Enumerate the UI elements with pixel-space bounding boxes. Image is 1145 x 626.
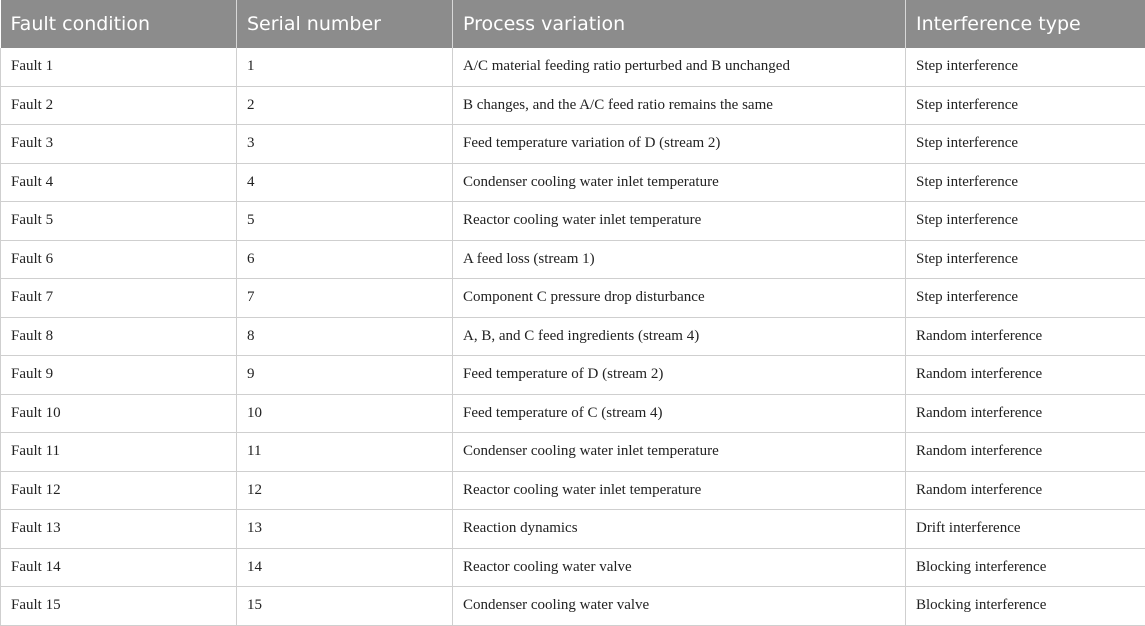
table-header (1, 0, 1145, 48)
interference-type-cell: Step interference (906, 240, 1145, 279)
process-variation-cell: Reactor cooling water inlet temperature (453, 202, 906, 241)
fault-condition-cell: Fault 12 (1, 471, 237, 510)
fault-condition-cell: Fault 13 (1, 510, 237, 549)
header-fault-condition: Fault condition (1, 0, 237, 48)
fault-condition-cell: Fault 4 (1, 163, 237, 202)
table-body (1, 48, 1145, 625)
process-variation-cell: Component C pressure drop disturbance (453, 279, 906, 318)
table-row (1, 163, 1145, 202)
serial-number-cell: 5 (237, 202, 453, 241)
interference-type-cell: Step interference (906, 125, 1145, 164)
fault-condition-cell: Fault 10 (1, 394, 237, 433)
serial-number-cell: 1 (237, 48, 453, 86)
interference-type-cell: Random interference (906, 394, 1145, 433)
serial-number-cell: 3 (237, 125, 453, 164)
interference-type-cell: Blocking interference (906, 548, 1145, 587)
serial-number-cell: 12 (237, 471, 453, 510)
process-variation-cell: Reactor cooling water valve (453, 548, 906, 587)
serial-number-cell: 4 (237, 163, 453, 202)
interference-type-cell: Step interference (906, 163, 1145, 202)
serial-number-cell: 9 (237, 356, 453, 395)
fault-condition-cell: Fault 3 (1, 125, 237, 164)
process-variation-cell: Reaction dynamics (453, 510, 906, 549)
interference-type-cell: Blocking interference (906, 587, 1145, 626)
fault-condition-cell: Fault 8 (1, 317, 237, 356)
table-row (1, 433, 1145, 472)
interference-type-cell: Random interference (906, 317, 1145, 356)
fault-condition-cell: Fault 15 (1, 587, 237, 626)
table-row (1, 240, 1145, 279)
table-row (1, 125, 1145, 164)
table-row (1, 356, 1145, 395)
interference-type-cell: Random interference (906, 356, 1145, 395)
serial-number-cell: 11 (237, 433, 453, 472)
fault-condition-cell: Fault 1 (1, 48, 237, 86)
fault-condition-cell: Fault 5 (1, 202, 237, 241)
fault-condition-cell: Fault 7 (1, 279, 237, 318)
process-variation-cell: A/C material feeding ratio perturbed and B unchanged (453, 48, 906, 86)
table-row (1, 471, 1145, 510)
process-variation-cell: Condenser cooling water valve (453, 587, 906, 626)
serial-number-cell: 15 (237, 587, 453, 626)
table-row (1, 317, 1145, 356)
fault-condition-cell: Fault 6 (1, 240, 237, 279)
process-variation-cell: Reactor cooling water inlet temperature (453, 471, 906, 510)
header-serial-number: Serial number (237, 0, 453, 48)
table-row (1, 86, 1145, 125)
table-row (1, 510, 1145, 549)
serial-number-cell: 8 (237, 317, 453, 356)
table-row (1, 548, 1145, 587)
serial-number-cell: 10 (237, 394, 453, 433)
interference-type-cell: Step interference (906, 86, 1145, 125)
process-variation-cell: Feed temperature of D (stream 2) (453, 356, 906, 395)
fault-condition-cell: Fault 9 (1, 356, 237, 395)
table-row (1, 202, 1145, 241)
serial-number-cell: 14 (237, 548, 453, 587)
serial-number-cell: 6 (237, 240, 453, 279)
table-row (1, 48, 1145, 86)
process-variation-cell: Feed temperature variation of D (stream 2) (453, 125, 906, 164)
header-process-variation: Process variation (453, 0, 906, 48)
table-row (1, 394, 1145, 433)
serial-number-cell: 2 (237, 86, 453, 125)
serial-number-cell: 13 (237, 510, 453, 549)
process-variation-cell: Feed temperature of C (stream 4) (453, 394, 906, 433)
interference-type-cell: Step interference (906, 48, 1145, 86)
process-variation-cell: B changes, and the A/C feed ratio remains the same (453, 86, 906, 125)
table-row (1, 279, 1145, 318)
header-row (1, 0, 1145, 48)
table-row (1, 587, 1145, 626)
fault-condition-cell: Fault 2 (1, 86, 237, 125)
interference-type-cell: Drift interference (906, 510, 1145, 549)
serial-number-cell: 7 (237, 279, 453, 318)
interference-type-cell: Step interference (906, 279, 1145, 318)
process-variation-cell: A feed loss (stream 1) (453, 240, 906, 279)
process-variation-cell: Condenser cooling water inlet temperature (453, 433, 906, 472)
fault-condition-cell: Fault 11 (1, 433, 237, 472)
process-variation-cell: Condenser cooling water inlet temperature (453, 163, 906, 202)
process-variation-cell: A, B, and C feed ingredients (stream 4) (453, 317, 906, 356)
fault-condition-cell: Fault 14 (1, 548, 237, 587)
interference-type-cell: Random interference (906, 433, 1145, 472)
interference-type-cell: Step interference (906, 202, 1145, 241)
interference-type-cell: Random interference (906, 471, 1145, 510)
header-interference-type: Interference type (906, 0, 1145, 48)
